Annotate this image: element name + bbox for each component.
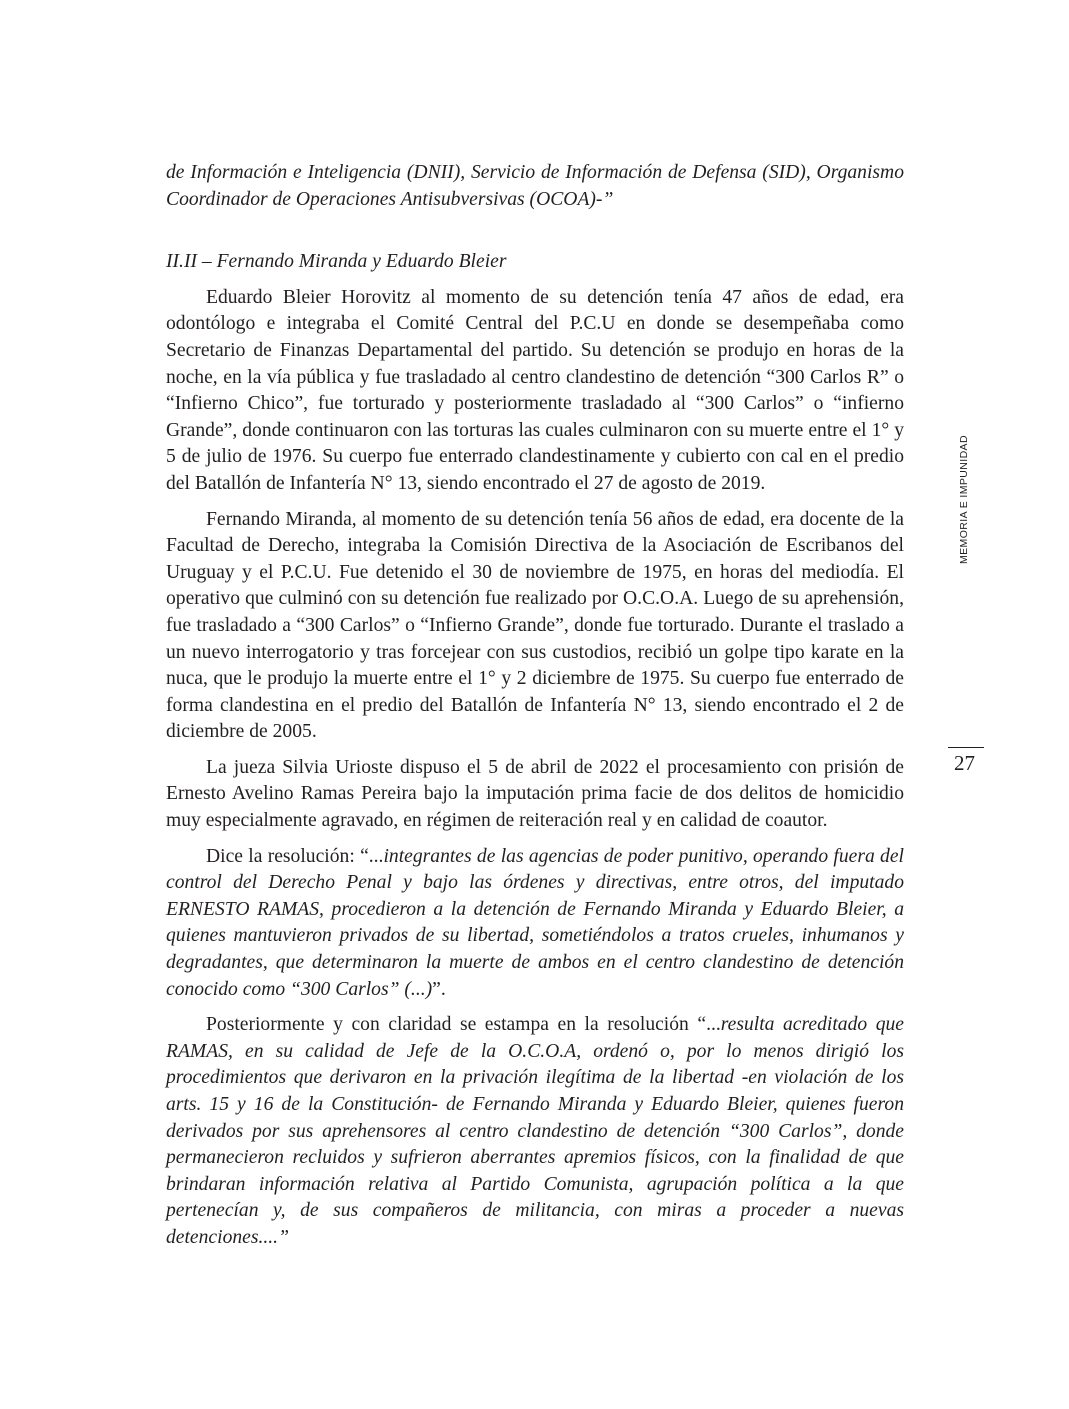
paragraph-judge-ruling: La jueza Silvia Urioste dispuso el 5 de abril de 2022 el procesamiento con prisión de Ernesto Avelino Ramas Pereira bajo la imputación prima facie de dos delitos de homicidio muy especialmente agravado, en régimen de reiteración real y en calidad de coautor. [166, 756, 904, 832]
paragraph-bleier: Eduardo Bleier Horovitz al momento de su detención tenía 47 años de edad, era odontólogo e integraba el Comité Central del P.C.U en donde se desempeñaba como Secretario de Finanzas Departamental del partido. Su detención se produjo en horas de la noche, en la vía pública y fue trasladado al centro clandestino de detención “300 Carlos R” o “Infierno Chico”, fue torturado y posteriormente trasladado al “300 Carlos” o “infierno Grande”, donde continuaron con las torturas las cuales culminaron con su muerte entre el 1° y 5 de julio de 1976. Su cuerpo fue enterrado clandestinamente y cubierto con cal en el predio del Batallón de Infantería N° 13, siendo encontrado el 27 de agosto de 2019. [166, 286, 904, 494]
running-header-vertical: MEMORIA E IMPUNIDAD [958, 435, 970, 564]
section-heading: II.II – Fernando Miranda y Eduardo Bleier [166, 251, 507, 273]
resolution-tail: ”. [432, 978, 446, 1000]
resolution-quote: integrantes de las agencias de poder punitivo, operando fuera del control del Derecho Penal y bajo las órdenes y directivas, entre otros, del imputado ERNESTO RAMAS, procedieron a la detención de Fernando Miranda y Eduardo Bleier, a quienes mantuvieron privados de su libertad, sometiéndolos a tratos crueles, inhumanos y degradantes, que determinaron la muerte de ambos en el centro clandestino de detención conocido como “300 Carlos” (...) [166, 845, 904, 1000]
paragraph-miranda: Fernando Miranda, al momento de su detención tenía 56 años de edad, era docente de la Facultad de Derecho, integraba la Comisión Directiva de la Asociación de Escribanos del Uruguay y el P.C.U. Fue detenido el 30 de noviembre de 1975, en horas del mediodía. El operativo que culminó con su detención fue realizado por O.C.O.A. Luego de su aprehensión, fue trasladado a “300 Carlos” o “Infierno Grande”, donde fue torturado. Durante el traslado a un nuevo interrogatorio y tras forcejear con sus custodios, recibió un golpe tipo karate en la nuca, que le produjo la muerte entre el 1° y 2 diciembre de 1975. Su cuerpo fue enterrado de forma clandestina en el predio del Batallón de Infantería N° 13, siendo encontrado el 2 de diciembre de 2005. [166, 508, 904, 743]
paragraph-resolution-findings [166, 1012, 904, 1251]
findings-quote: resulta acreditado que RAMAS, en su calidad de Jefe de la O.C.O.A, ordenó o, por lo menos dirigió los procedimientos que derivaron en la privación ilegítima de la libertad -en violación de los arts. 15 y 16 de la Constitución- de Fernando Miranda y Eduardo Bleier, quienes fueron derivados por sus aprehensores al centro clandestino de detención “300 Carlos”, donde permanecieron recluidos y sufrieron aberrantes apremios físicos, con la finalidad de que brindaran información relativa al Partido Comunista, agrupación política a la que pertenecían y, de sus compañeros de militancia, con miras a proceder a nuevas detenciones....” [166, 1014, 905, 1248]
paragraph-resolution-quote [166, 844, 904, 1004]
page-number: 27 [954, 751, 975, 775]
findings-lead: Posteriormente y con claridad se estampa en la resolución “... [206, 1014, 721, 1036]
intro-quote-continuation: de Información e Inteligencia (DNII), Servicio de Información de Defensa (SID), Organismo Coordinador de Operaciones Antisubversivas (OCOA)-” [166, 162, 904, 210]
resolution-lead: Dice la resolución: “... [206, 845, 384, 867]
page-number-rule [948, 747, 984, 748]
body-text [166, 160, 904, 1261]
